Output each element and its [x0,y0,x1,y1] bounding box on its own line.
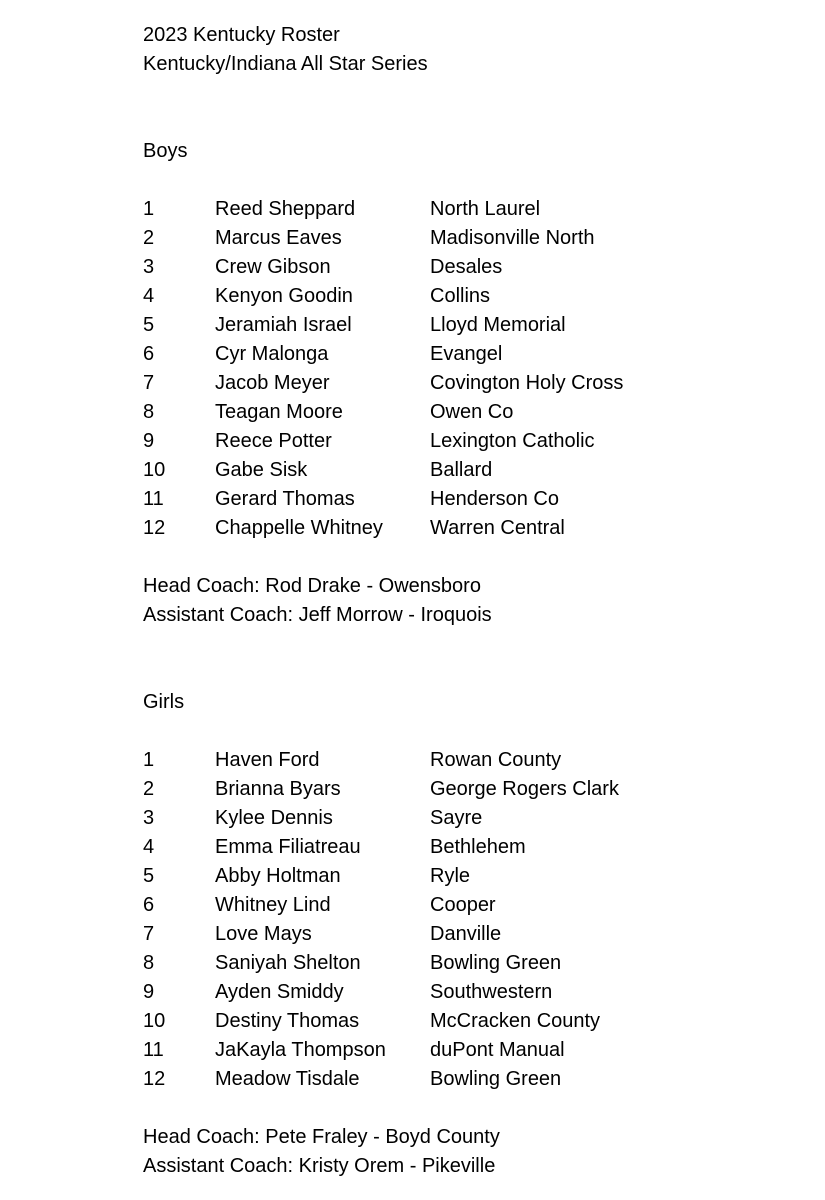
player-number: 11 [143,1039,164,1061]
player-school: Bowling Green [430,1068,562,1090]
player-school: duPont Manual [430,1039,565,1061]
player-number: 9 [143,981,155,1003]
player-number: 7 [143,923,155,945]
boys-heading: Boys [143,140,188,162]
player-name: Meadow Tisdale [215,1068,360,1090]
girls-row [143,1065,803,1094]
boys-row [143,514,803,543]
boys-assistant-coach: Assistant Coach: Jeff Morrow - Iroquois [143,604,492,626]
player-number: 2 [143,778,155,800]
player-number: 8 [143,401,155,423]
player-number: 10 [143,459,166,481]
girls-head-coach: Head Coach: Pete Fraley - Boyd County [143,1126,500,1148]
player-school: Owen Co [430,401,514,423]
player-number: 3 [143,256,155,278]
player-name: Kenyon Goodin [215,285,353,307]
player-number: 8 [143,952,155,974]
girls-heading: Girls [143,691,185,713]
boys-row [143,456,803,485]
player-number: 2 [143,227,155,249]
player-school: Lexington Catholic [430,430,595,452]
player-school: Madisonville North [430,227,595,249]
girls-row [143,1036,803,1065]
player-school: Henderson Co [430,488,559,510]
player-school: McCracken County [430,1010,601,1032]
player-name: Destiny Thomas [215,1010,360,1032]
player-name: Teagan Moore [215,401,343,423]
boys-roster-list [143,195,803,543]
player-name: Marcus Eaves [215,227,342,249]
player-number: 3 [143,807,155,829]
player-name: Whitney Lind [215,894,331,916]
document-title: 2023 Kentucky Roster [143,24,340,46]
girls-assistant-coach: Assistant Coach: Kristy Orem - Pikeville [143,1155,496,1177]
player-number: 12 [143,517,166,539]
player-name: Chappelle Whitney [215,517,383,539]
player-name: Jeramiah Israel [215,314,352,336]
player-name: Abby Holtman [215,865,341,887]
player-number: 5 [143,314,155,336]
player-name: Kylee Dennis [215,807,333,829]
girls-roster-list [143,746,803,1094]
player-number: 1 [143,749,155,771]
player-name: Love Mays [215,923,312,945]
girls-row [143,1007,803,1036]
girls-row [143,804,803,833]
player-name: Saniyah Shelton [215,952,361,974]
girls-row [143,833,803,862]
player-name: Crew Gibson [215,256,331,278]
player-school: Covington Holy Cross [430,372,624,394]
player-number: 7 [143,372,155,394]
girls-row [143,920,803,949]
girls-row [143,746,803,775]
player-school: Collins [430,285,491,307]
boys-row [143,253,803,282]
player-name: Gerard Thomas [215,488,355,510]
player-name: Jacob Meyer [215,372,330,394]
girls-row [143,891,803,920]
player-name: Ayden Smiddy [215,981,344,1003]
roster-document [143,21,803,1181]
player-school: George Rogers Clark [430,778,619,800]
player-number: 9 [143,430,155,452]
player-name: Brianna Byars [215,778,341,800]
player-school: North Laurel [430,198,541,220]
player-name: Cyr Malonga [215,343,329,365]
player-name: Reed Sheppard [215,198,356,220]
player-name: Emma Filiatreau [215,836,361,858]
player-number: 1 [143,198,155,220]
player-school: Sayre [430,807,483,829]
girls-row [143,949,803,978]
boys-row [143,224,803,253]
player-number: 6 [143,343,155,365]
player-name: Gabe Sisk [215,459,308,481]
player-school: Ryle [430,865,471,887]
girls-row [143,775,803,804]
player-number: 4 [143,285,155,307]
boys-row [143,340,803,369]
player-number: 5 [143,865,155,887]
boys-row [143,311,803,340]
boys-row [143,485,803,514]
player-school: Lloyd Memorial [430,314,566,336]
boys-row [143,398,803,427]
boys-row [143,195,803,224]
player-name: Haven Ford [215,749,320,771]
player-school: Desales [430,256,503,278]
player-school: Bowling Green [430,952,562,974]
player-school: Ballard [430,459,493,481]
player-name: Reece Potter [215,430,332,452]
boys-row [143,427,803,456]
player-school: Southwestern [430,981,553,1003]
player-school: Danville [430,923,502,945]
player-number: 11 [143,488,164,510]
player-school: Warren Central [430,517,565,539]
boys-row [143,369,803,398]
document-subtitle: Kentucky/Indiana All Star Series [143,53,428,75]
boys-row [143,282,803,311]
player-number: 10 [143,1010,166,1032]
girls-row [143,978,803,1007]
player-name: JaKayla Thompson [215,1039,386,1061]
player-number: 12 [143,1068,166,1090]
boys-head-coach: Head Coach: Rod Drake - Owensboro [143,575,481,597]
player-school: Evangel [430,343,503,365]
player-school: Rowan County [430,749,562,771]
player-number: 6 [143,894,155,916]
girls-row [143,862,803,891]
player-number: 4 [143,836,155,858]
player-school: Bethlehem [430,836,526,858]
player-school: Cooper [430,894,496,916]
